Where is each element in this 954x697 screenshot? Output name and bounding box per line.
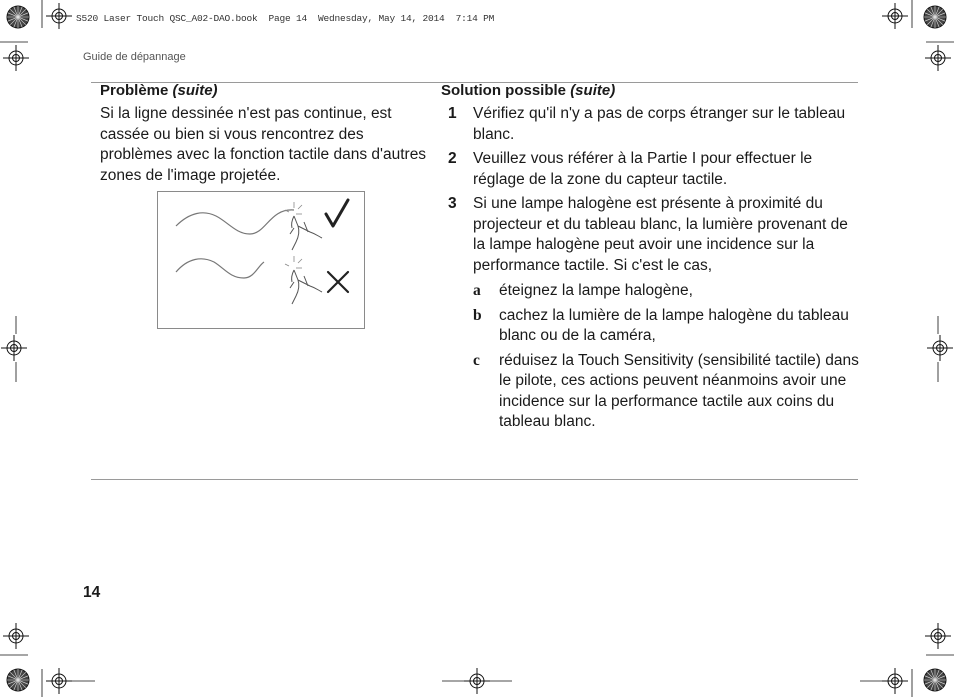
substep-letter: c [473, 351, 480, 369]
substep-text: cachez la lumière de la lampe halogène du tableau blanc ou de la caméra, [499, 306, 849, 344]
problem-header-label: Problème [100, 82, 169, 99]
step-number: 3 [448, 195, 457, 212]
running-head: Guide de dépannage [83, 51, 186, 63]
step-text: Si une lampe halogène est présente à proximité du projecteur et du tableau blanc, la lumière provenant de la lampe halogène peut avoir une incidence sur la performance tactile. Si c'est le cas, [473, 195, 848, 274]
substep-text: éteignez la lampe halogène, [499, 282, 693, 299]
problem-header-suffix: (suite) [172, 82, 218, 99]
problem-description: Si la ligne dessinée n'est pas continue, est cassée ou bien si vous rencontrez des problèmes avec la fonction tactile dans d'autres zones de l'image projetée. [100, 105, 427, 184]
book-file-header: S520 Laser Touch QSC_A02-DAO.book Page 14 Wednesday, May 14, 2014 7:14 PM [76, 13, 495, 24]
step-number: 1 [448, 105, 457, 122]
step-text: Veuillez vous référer à la Partie I pour effectuer le réglage de la zone du capteur tactile. [473, 150, 813, 188]
step-text: Vérifiez qu'il n'y a pas de corps étranger sur le tableau blanc. [473, 105, 846, 143]
substep-letter: a [473, 282, 481, 299]
step-number: 2 [448, 150, 457, 167]
page-number: 14 [83, 584, 101, 601]
solution-header-suffix: (suite) [570, 82, 616, 99]
substep-letter: b [473, 306, 482, 324]
substep-text: réduisez la Touch Sensitivity (sensibilité tactile) dans le pilote, ces actions peuvent néanmoins avoir une incidence sur la performance tactile aux coins du tableau blanc. [499, 351, 859, 430]
solution-header-label: Solution possible [441, 82, 567, 99]
